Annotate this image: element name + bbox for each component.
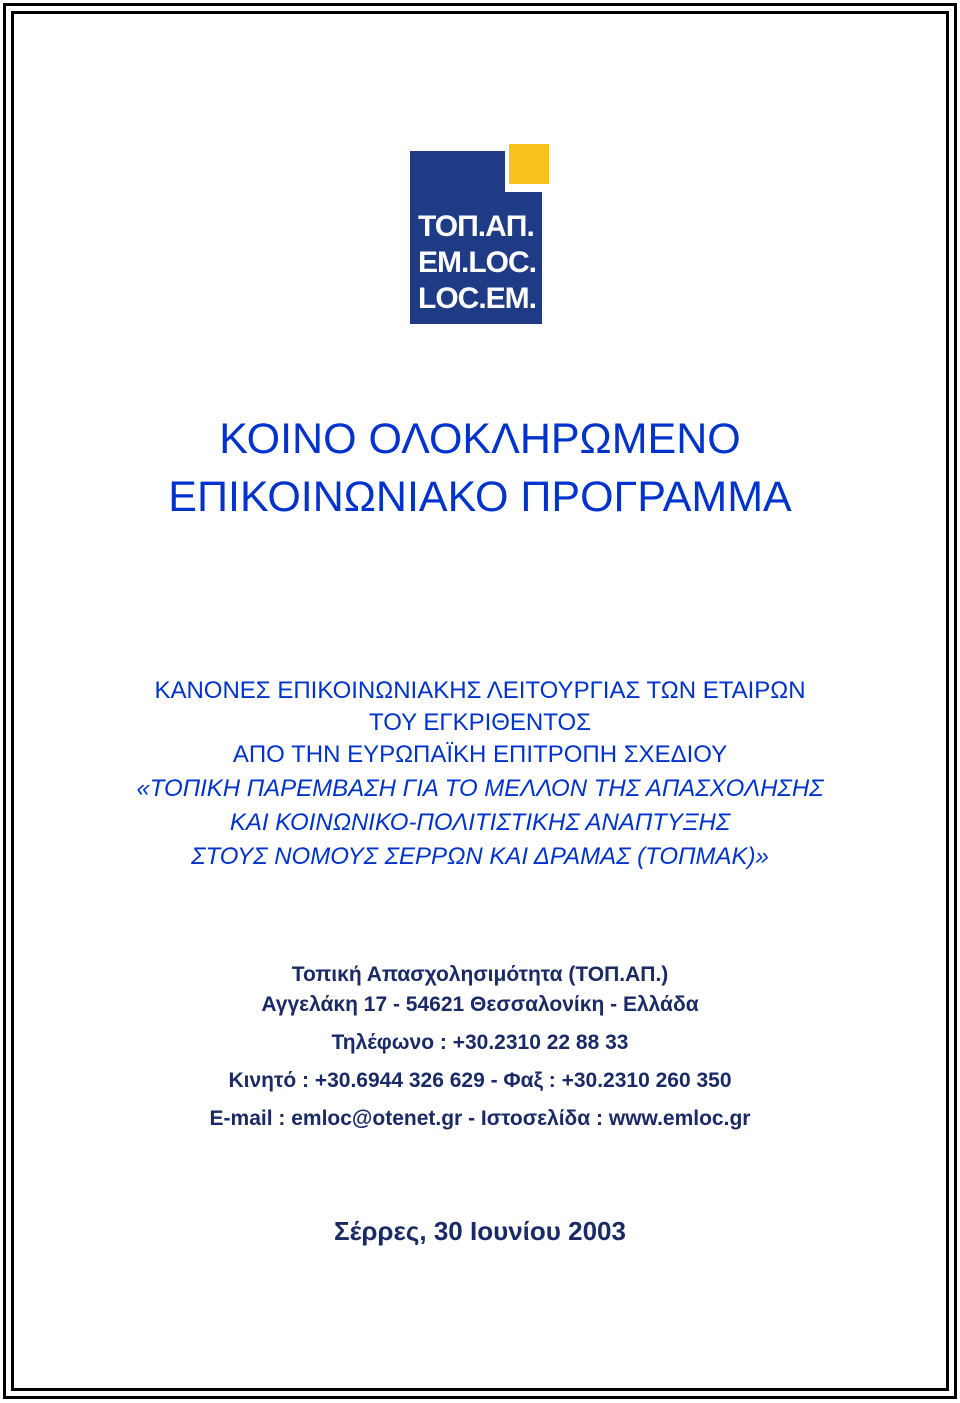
logo-line-3: LOC.EM. bbox=[418, 282, 536, 315]
main-title-line-2: ΕΠΙΚΟΙΝΩΝΙΑΚΟ ΠΡΟΓΡΑΜΜΑ bbox=[168, 473, 792, 521]
organization-logo bbox=[410, 148, 542, 324]
subtitle-line-6-wrap bbox=[0, 840, 960, 873]
subtitle-line-6: ΣΤΟΥΣ ΝΟΜΟΥΣ ΣΕΡΡΩΝ ΚΑΙ ΔΡΑΜΑΣ (ΤΟΠΜΑΚ)» bbox=[191, 843, 769, 870]
contact-phone: Τηλέφωνο : +30.2310 22 88 33 bbox=[331, 1031, 629, 1054]
subtitle-line-3: ΑΠΟ ΤΗΝ ΕΥΡΩΠΑΪΚΗ ΕΠΙΤΡΟΠΗ ΣΧΕΔΙΟΥ bbox=[232, 741, 728, 768]
subtitle-line-1: ΚΑΝΟΝΕΣ ΕΠΙΚΟΙΝΩΝΙΑΚΗΣ ΛΕΙΤΟΥΡΓΙΑΣ ΤΩΝ ΕΤΑΙΡΩΝ bbox=[154, 677, 806, 704]
subtitle-line-5: ΚΑΙ ΚΟΙΝΩΝΙΚΟ-ΠΟΛΙΤΙΣΤΙΚΗΣ ΑΝΑΠΤΥΞΗΣ bbox=[229, 809, 731, 836]
main-title-line-1: ΚΟΙΝΟ ΟΛΟΚΛΗΡΩΜΕΝΟ bbox=[219, 415, 741, 463]
document-date: Σέρρες, 30 Ιουνίου 2003 bbox=[334, 1216, 626, 1246]
subtitle-line-4: «ΤΟΠΙΚΗ ΠΑΡΕΜΒΑΣΗ ΓΙΑ ΤΟ ΜΕΛΛΟΝ ΤΗΣ ΑΠΑΣΧΟΛΗΣΗΣ bbox=[136, 775, 824, 802]
contact-email-website: E-mail : emloc@otenet.gr - Ιστοσελίδα : www.emloc.gr bbox=[209, 1107, 751, 1130]
logo-line-2: EM.LOC. bbox=[418, 246, 536, 279]
logo-line-1: ΤΟΠ.ΑΠ. bbox=[418, 210, 534, 243]
subtitle-line-5-wrap bbox=[0, 806, 960, 839]
contact-mobile-fax: Κινητό : +30.6944 326 629 - Φαξ : +30.2310 260 350 bbox=[228, 1069, 732, 1092]
subtitle-line-4-wrap bbox=[0, 772, 960, 805]
contact-organization: Τοπική Απασχολησιμότητα (ΤΟΠ.ΑΠ.) bbox=[291, 963, 669, 986]
subtitle-line-2: ΤΟΥ ΕΓΚΡΙΘΕΝΤΟΣ bbox=[368, 709, 591, 736]
contact-address: Αγγελάκη 17 - 54621 Θεσσαλονίκη - Ελλάδα bbox=[261, 993, 699, 1016]
logo-square-accent bbox=[509, 144, 549, 184]
